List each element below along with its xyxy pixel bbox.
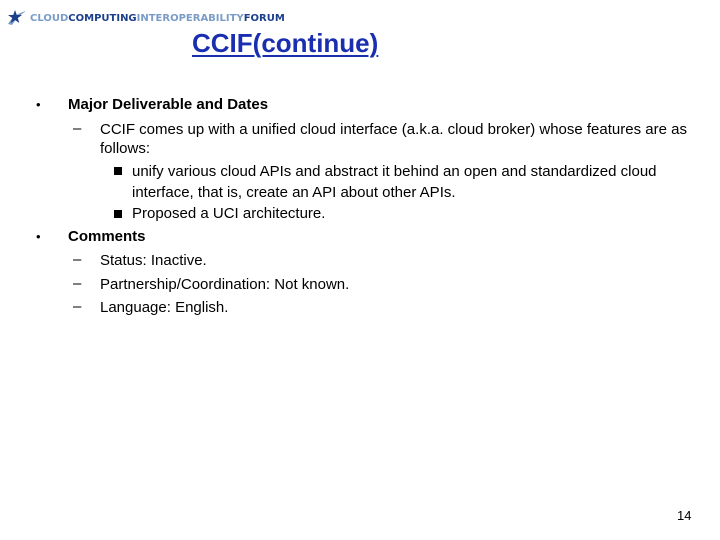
- dash-icon: –: [73, 251, 82, 268]
- dash-icon: –: [73, 298, 82, 315]
- logo-word-computing: COMPUTING: [68, 12, 137, 24]
- logo-word-cloud: CLOUD: [30, 12, 69, 24]
- square-bullet-icon: [114, 210, 122, 218]
- slide-title: CCIF(continue): [192, 28, 379, 58]
- sub-bullet-text: Status: Inactive.: [100, 252, 207, 269]
- dash-icon: –: [73, 120, 82, 137]
- sub-sub-bullet-text: Proposed a UCI architecture.: [132, 205, 326, 222]
- page-number: 14: [677, 508, 692, 523]
- sub-sub-bullet-text: unify various cloud APIs and abstract it behind an open and standardized cloud interface, that is, create an API about other APIs.: [132, 163, 657, 201]
- sub-bullet-text: Language: English.: [100, 299, 229, 316]
- sub-bullet-text: CCIF comes up with a unified cloud interface (a.k.a. cloud broker) whose features are as follows:: [100, 121, 687, 157]
- bullet-heading: Major Deliverable and Dates: [68, 96, 269, 113]
- logo-word-forum: FORUM: [243, 12, 285, 24]
- bullet-dot-icon: •: [36, 229, 41, 244]
- sub-bullet-text: Partnership/Coordination: Not known.: [100, 276, 350, 293]
- bullet-heading: Comments: [68, 228, 146, 245]
- square-bullet-icon: [114, 167, 122, 175]
- logo-word-interoperability: INTEROPERABILITY: [136, 12, 244, 24]
- star-swoosh-icon: [6, 8, 28, 28]
- bullet-dot-icon: •: [36, 97, 41, 112]
- dash-icon: –: [73, 275, 82, 292]
- logo-wordmark: [30, 13, 285, 24]
- cloud-computing-interoperability-forum-logo: [6, 8, 285, 28]
